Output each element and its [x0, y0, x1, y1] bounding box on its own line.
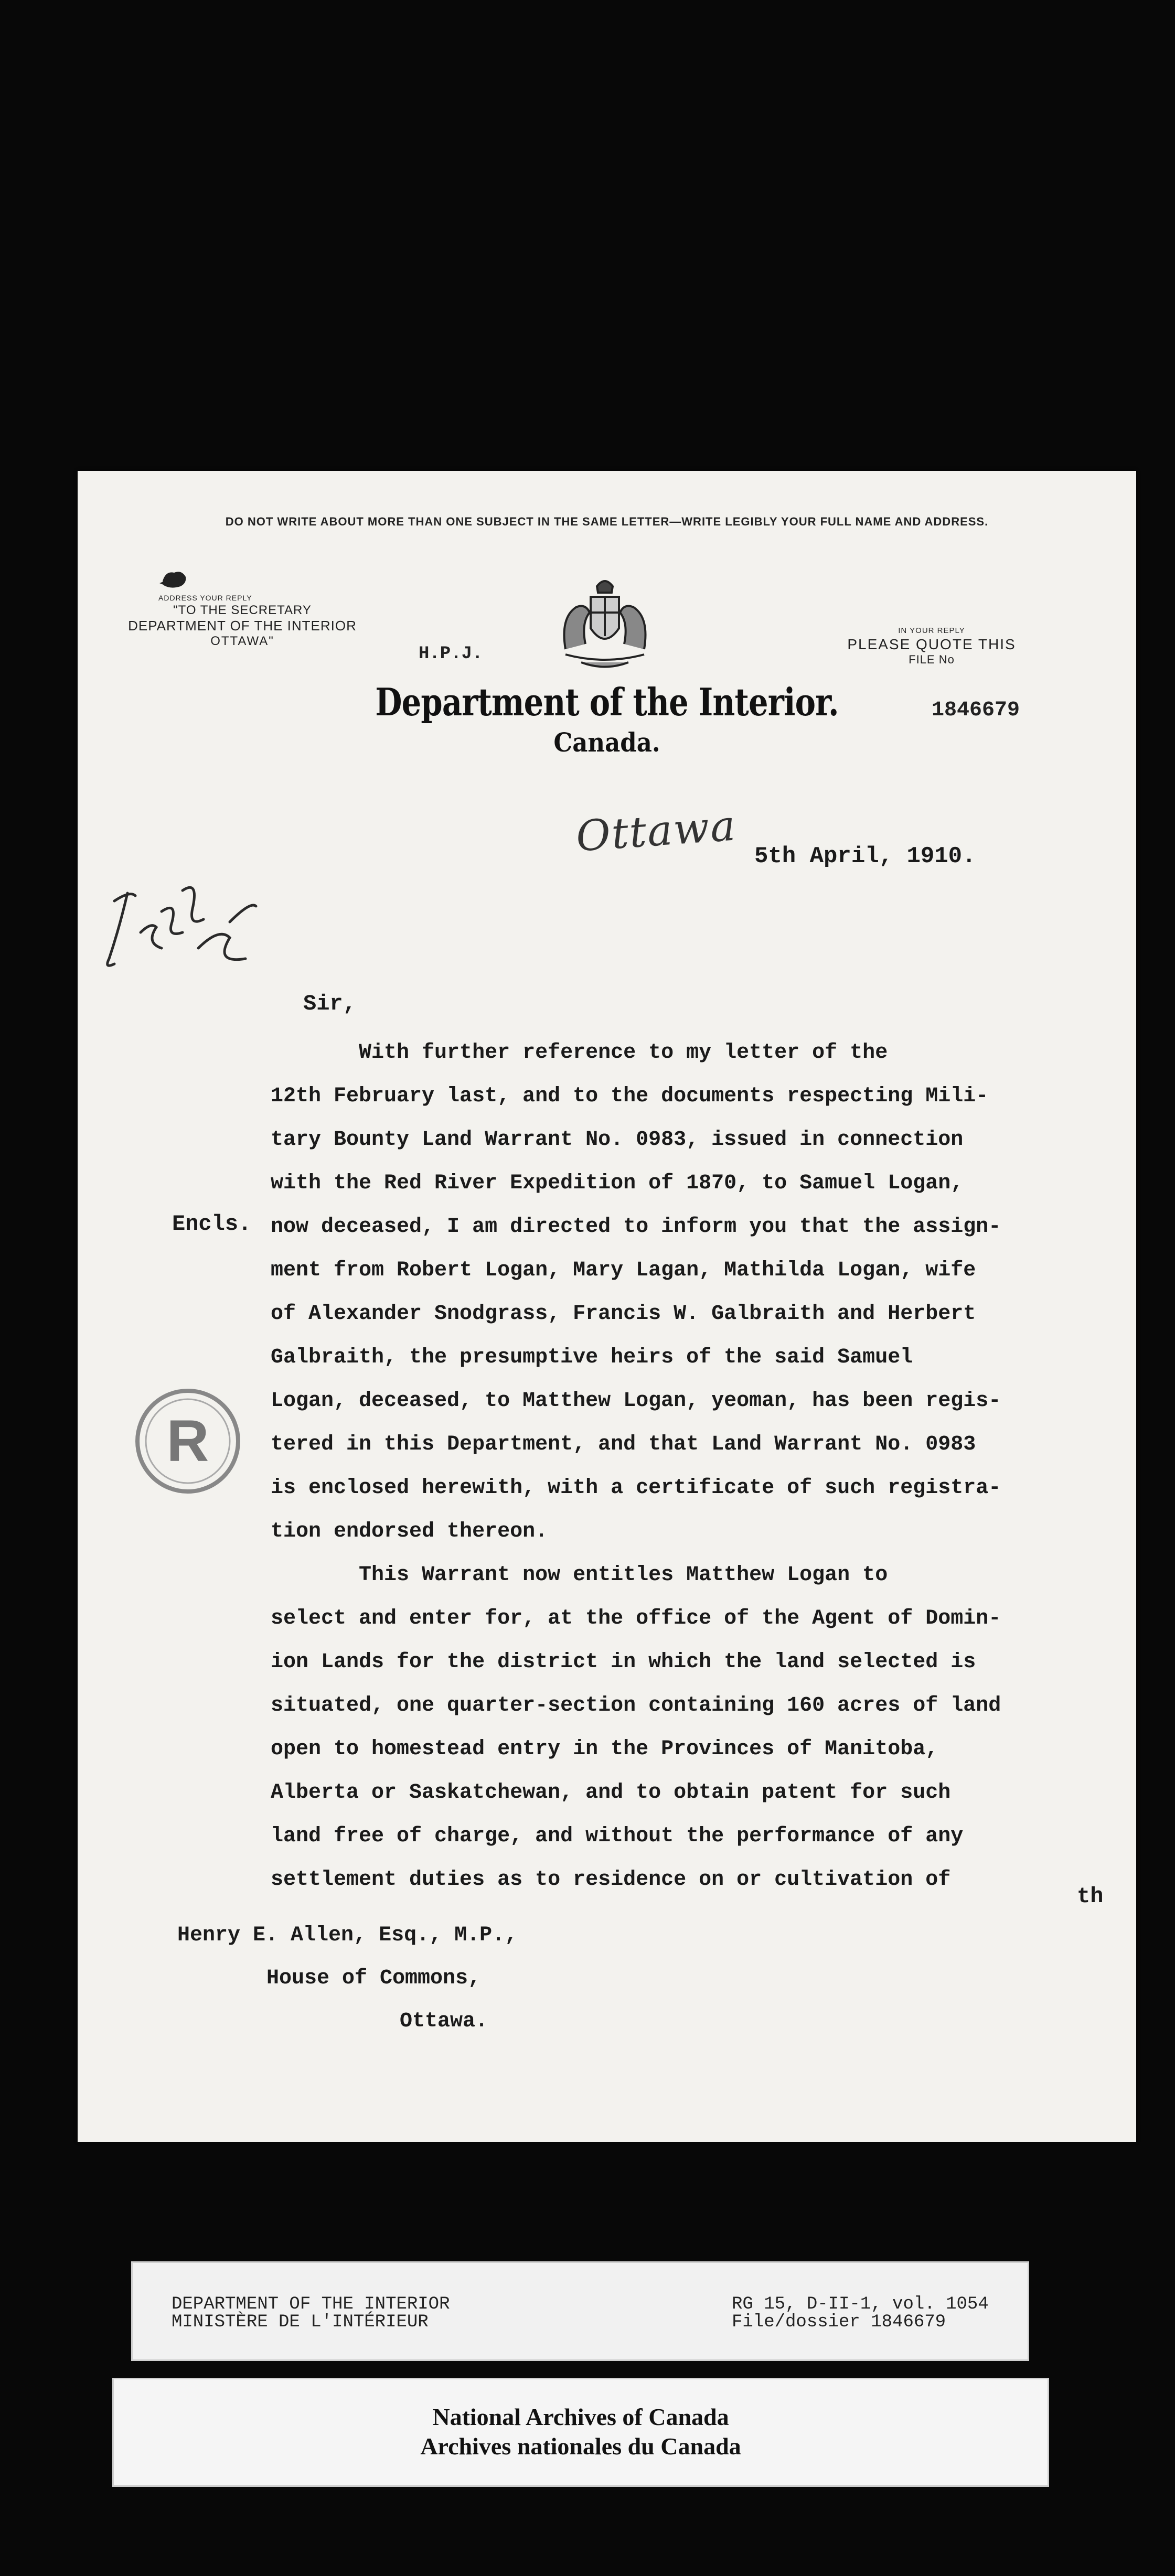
body-line: situated, one quarter-section containing 160 acres of land: [271, 1694, 1001, 1718]
royal-coat-of-arms-icon: [544, 571, 665, 675]
body-line: with the Red River Expedition of 1870, to Samuel Logan,: [271, 1172, 964, 1195]
archive-name-fr: Archives nationales du Canada: [420, 2433, 741, 2460]
body-line: ment from Robert Logan, Mary Lagan, Mathilda Logan, wife: [271, 1259, 976, 1282]
body-line: With further reference to my letter of the: [271, 1041, 888, 1065]
address-line-1: ADDRESS YOUR REPLY: [158, 594, 252, 602]
typist-initials: H.P.J.: [419, 644, 483, 664]
address-line-3: DEPARTMENT OF THE INTERIOR: [128, 618, 357, 634]
body-line: select and enter for, at the office of the Agent of Domin-: [271, 1607, 1001, 1630]
reply-address-block: [122, 565, 363, 649]
handwritten-margin-note-icon: [99, 870, 266, 990]
body-line: ion Lands for the district in which the land selected is: [271, 1650, 976, 1674]
archive-department-fr: MINISTÈRE DE L'INTÉRIEUR: [172, 2312, 429, 2332]
addressee-line-3: Ottawa.: [400, 2010, 488, 2033]
archive-footer: [112, 2378, 1049, 2487]
body-line: 12th February last, and to the documents respecting Mili-: [271, 1085, 989, 1108]
address-line-2: "TO THE SECRETARY: [173, 603, 312, 617]
body-line: tion endorsed thereon.: [271, 1520, 548, 1543]
svg-text:R: R: [166, 1408, 209, 1474]
letter-body: [271, 1031, 1131, 1902]
body-line: open to homestead entry in the Provinces of Manitoba,: [271, 1737, 938, 1761]
top-notice: DO NOT WRITE ABOUT MORE THAN ONE SUBJECT IN THE SAME LETTER—WRITE LEGIBLY YOUR FULL NAME AND ADDRESS.: [225, 515, 989, 528]
letter-page: [78, 471, 1136, 2142]
country-name: Canada.: [553, 727, 660, 758]
body-line: now deceased, I am directed to inform you that the assign-: [271, 1215, 1001, 1239]
body-line: is enclosed herewith, with a certificate of such registra-: [271, 1476, 1001, 1500]
body-line: Logan, deceased, to Matthew Logan, yeoman, has been regis-: [271, 1389, 1001, 1413]
place-handwritten: Ottawa: [574, 801, 738, 861]
department-title: Department of the Interior.: [375, 680, 839, 724]
body-line: tary Bounty Land Warrant No. 0983, issued in connection: [271, 1128, 964, 1152]
archive-reference: [732, 2295, 989, 2331]
body-line: Galbraith, the presumptive heirs of the said Samuel: [271, 1346, 913, 1369]
archive-department-en: DEPARTMENT OF THE INTERIOR: [172, 2294, 450, 2314]
archive-reference-label: [131, 2261, 1029, 2361]
enclosure-note: Encls.: [172, 1211, 252, 1237]
letter-date: 5th April, 1910.: [754, 843, 976, 870]
reply-line-2: PLEASE QUOTE THIS: [847, 636, 1016, 652]
reply-line-1: IN YOUR REPLY: [898, 626, 965, 635]
body-line: This Warrant now entitles Matthew Logan to: [271, 1563, 888, 1587]
salutation: Sir,: [303, 991, 356, 1016]
pointing-hand-icon: [158, 565, 190, 591]
addressee-line-1: Henry E. Allen, Esq., M.P.,: [177, 1924, 518, 1947]
addressee-line-2: House of Commons,: [266, 1967, 481, 1990]
registered-stamp-icon: [130, 1383, 245, 1499]
body-line: Alberta or Saskatchewan, and to obtain patent for such: [271, 1781, 951, 1805]
archive-record-group: RG 15, D-II-1, vol. 1054: [732, 2294, 989, 2314]
archive-file-number: File/dossier 1846679: [732, 2312, 946, 2332]
body-line: tered in this Department, and that Land Warrant No. 0983: [271, 1433, 976, 1456]
archive-department: [172, 2295, 450, 2331]
body-line: land free of charge, and without the performance of any: [271, 1824, 964, 1848]
archive-name-en: National Archives of Canada: [432, 2403, 729, 2430]
quote-file-block: [827, 626, 1037, 667]
file-number: 1846679: [932, 699, 1020, 722]
reply-line-3: FILE No: [909, 653, 955, 666]
continuation-word: th: [1077, 1884, 1104, 1909]
body-line: settlement duties as to residence on or cultivation of: [271, 1868, 951, 1892]
body-line: of Alexander Snodgrass, Francis W. Galbraith and Herbert: [271, 1302, 976, 1326]
address-line-4: OTTAWA": [210, 634, 274, 648]
